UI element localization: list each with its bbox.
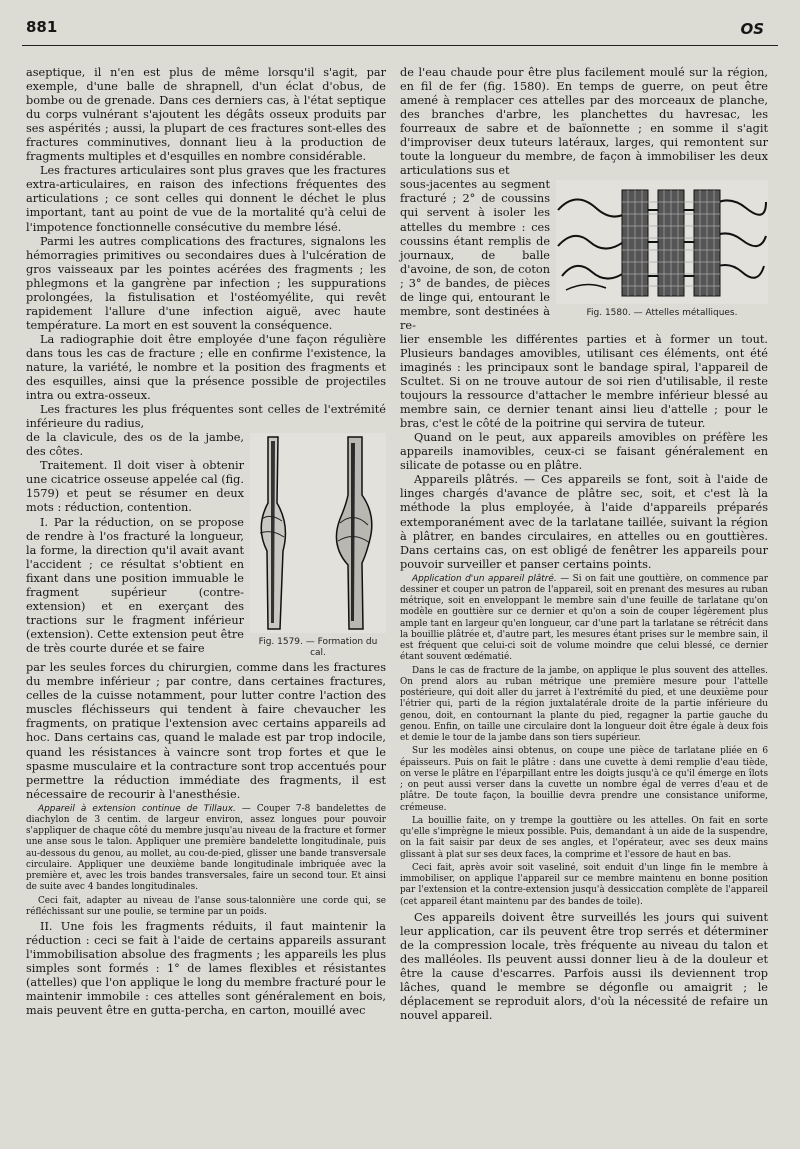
paragraph: La radiographie doit être employée d'une façon régulière dans tous les cas de fracture ; elle en confirme l'existence, la nature, la variété, le nombre et la position des fragments et des esquilles, ainsi que la présence possible de projectiles intra ou extra-osseux.	[26, 332, 386, 403]
small-text: — Couper 7-8 bandelettes de diachylon de 3 centim. de largeur environ, assez longues pour pouvoir s'appliquer de chaque côté du membre jusqu'au niveau de la fracture et former une anse sous le talon. Appliquer une première bandelette longitudinale, puis au-dessous du genou, au mollet, au cou-de-pied, glisser une bande transversale circulaire. Appliquer une deuxième bande longitudinale imbriquée avec la première et, avec les trois bandes transversales, faire un second tour. Et ainsi de suite avec 4 bandes longitudinales.	[26, 803, 386, 893]
figure-1579	[250, 433, 386, 659]
small-text: — Si on fait une gouttière, on commence par dessiner et couper un patron de l'appareil, soit en prenant des mesures au ruban métrique, soit en enveloppant le membre sain d'une feuille de tarlatane qu'on modèle en gouttière sur ce dernier et qu'on a soin de couper légèrement plus ample tant en largeur qu'en longueur, car d'une part la tarlatane se rétrécit dans la bouillie plâtrée et, d'autre part, les mesures étant prises sur le membre sain, il est fréquent que celui-ci soit de volume moindre que celui blessé, ce dernier étant souvent œdématié.	[400, 573, 768, 663]
metal-splints-illustration	[556, 180, 768, 304]
subheading: Appareil à extension continue de Tillaux.	[38, 803, 236, 814]
bone-callus-illustration	[250, 433, 386, 633]
paragraph: sous-jacentes au segment fracturé ; 2° de coussins qui servent à isoler les attelles du membre : ces coussins étant remplis de journaux, de balle d'avoine, de son, de coton ; 3° de bandes, de pièces de linge qui, entourant le membre, sont destinées à re-	[400, 178, 550, 332]
paragraph: Ces appareils doivent être surveillés les jours qui suivent leur application, car ils peuvent être trop serrés et déterminer de la compression locale, très fréquente au niveau du talon et des malléoles. Ils peuvent aussi donner lieu à de la douleur et être la cause d'escarres. Parfois aussi ils deviennent trop lâches, quand le membre se dégonfle ou amaigrit ; le déplacement se reproduit alors, d'où la nécessité de refaire un nouvel appareil.	[400, 910, 768, 1023]
right-column	[400, 66, 768, 1023]
paragraph: de la clavicule, des os de la jambe, des côtes.	[26, 431, 244, 459]
paragraph: Quand on le peut, aux appareils amovibles on préfère les appareils inamovibles, ceux-ci se faisant généralement en silicate de potasse ou en plâtre.	[400, 431, 768, 473]
paragraph: II. Une fois les fragments réduits, il faut maintenir la réduction : ceci se fait à l'aide de certains appareils assurant l'immobilisation absolue des fragments ; les appareils les plus simples sont formés : 1° de lames flexibles et résistantes (attelles) que l'on applique le long du membre fracturé pour le maintenir immobile : ces attelles sont généralement en bois, mais peuvent être en gutta-percha, en carton, mouillé avec	[26, 920, 386, 1018]
small-paragraph: Dans le cas de fracture de la jambe, on applique le plus souvent des attelles. On prend alors au ruban métrique une première mesure pour l'attelle postérieure, qui doit aller du jarret à l'extrémité du pied, et une deuxième pour l'étrier qui, parti de la région juxtalatérale droite de la partie inférieure du genou, doit, en contournant la plante du pied, regagner la partie gauche du genou. Enfin, on taille une circulaire dont la longueur doit être égale à deux fois et demie le tour de la jambe dans son tiers supérieur.	[400, 665, 768, 744]
page-number: 881	[26, 18, 58, 36]
page-header	[26, 18, 774, 42]
paragraph: Parmi les autres complications des fractures, signalons les hémorragies primitives ou secondaires dues à l'ulcération de gros vaisseaux par les pointes acérées des fragments ; les phlegmons et la gangrène par infection ; les suppurations prolongées, la fistulisation et l'ostéomyélite, qui revêt rapidement l'allure d'une infection aiguë, avec haute température. La mort en est souvent la conséquence.	[26, 234, 386, 332]
paragraph: Appareils plâtrés. — Ces appareils se font, soit à l'aide de linges chargés d'avance de plâtre sec, soit, et c'est là la méthode la plus employée, à l'aide d'appareils préparés extemporanément avec de la tarlatane taillée, suivant la région à plâtrer, en bandes circulaires, en attelles ou en gouttières. Dans certains cas, on est obligé de fenêtrer les appareils pour pouvoir surveiller et panser certains points.	[400, 473, 768, 571]
small-paragraph: La bouillie faite, on y trempe la gouttière ou les attelles. On fait en sorte qu'elle s'imprègne le mieux possible. Puis, demandant à un aide de la suspendre, on la fait saisir par deux de ses angles, et l'opérateur, avec ses deux mains glissant à plat sur ses deux faces, la comprime et l'essore de haut en bas.	[400, 815, 768, 860]
figure-caption: Fig. 1580. — Attelles métalliques.	[586, 308, 738, 319]
figure-1580	[556, 180, 768, 319]
paragraph: I. Par la réduction, on se propose de rendre à l'os fracturé la longueur, la forme, la direction qu'il avait avant l'accident ; ce résultat s'obtient en fixant dans une position immuable le fragment supérieur (contre-extension) et en exerçant des tractions sur le fragment inférieur (extension). Cette extension peut être de très courte durée et se faire	[26, 515, 244, 655]
paragraph: de l'eau chaude pour être plus facilement moulé sur la région, en fil de fer (fig. 1580). En temps de guerre, on peut être amené à remplacer ces attelles par des morceaux de planche, des branches d'arbre, les planchettes du havresac, les fourreaux de sabre et de baïonnette ; en somme il s'agit d'improviser deux tuteurs latéraux, larges, qui remontent sur toute la longueur du membre, de façon à immobiliser les deux articulations sus et	[400, 66, 768, 178]
paragraph: aseptique, il n'en est plus de même lorsqu'il s'agit, par exemple, d'une balle de shrapnell, d'un éclat d'obus, de bombe ou de grenade. Dans ces derniers cas, à l'état septique du corps vulnérant s'ajoutent les dégâts osseux produits par ses aspérités ; aussi, la plupart de ces fractures sont-elles des fractures comminutives, donnant lieu à la production de fragments multiples et d'esquilles en nombre considérable.	[26, 66, 386, 164]
paragraph: Les fractures les plus fréquentes sont celles de l'extrémité inférieure du radius,	[26, 403, 386, 431]
subheading: Application d'un appareil plâtré.	[412, 573, 557, 584]
running-title: OS	[740, 20, 764, 38]
paragraph: lier ensemble les différentes parties et à former un tout. Plusieurs bandages amovibles, utilisant ces éléments, ont été imaginés : les principaux sont le bandage spiral, l'appareil de Scultet. Si on ne trouve autour de soi rien d'utilisable, il reste toujours la ressource d'attacher le membre inférieur blessé au membre sain, ce dernier tenant ainsi lieu d'attelle ; pour le bras, c'est le côté de la poitrine qui servira de tuteur.	[400, 332, 768, 431]
header-rule	[22, 45, 778, 46]
small-paragraph: Sur les modèles ainsi obtenus, on coupe une pièce de tarlatane pliée en 6 épaisseurs. Puis on fait le plâtre : dans une cuvette à demi remplie d'eau tiède, on verse le plâtre en l'éparpillant entre les doigts jusqu'à ce qu'il émerge en îlots ; on peut aussi verser dans la cuvette un nombre égal de verres d'eau et de plâtre. De toute façon, la bouillie devra prendre une consistance uniforme, crémeuse.	[400, 746, 768, 813]
paragraph: par les seules forces du chirurgien, comme dans les fractures du membre inférieur ; par contre, dans certaines fractures, celles de la cuisse notamment, pour lutter contre l'action des muscles fléchisseurs qui tendent à faire chevaucher les fragments, on pratique l'extension avec certains appareils ad hoc. Dans certains cas, quand le malade est par trop indocile, quand les résistances à vaincre sont trop fortes et que le spasme musculaire et la contracture sont trop accentués pour permettre la réduction immédiate des fragments, il est nécessaire de recourir à l'anesthésie.	[26, 661, 386, 801]
small-paragraph	[26, 804, 386, 894]
figure-caption: Fig. 1579. — Formation du cal.	[258, 637, 378, 659]
small-paragraph: Ceci fait, adapter au niveau de l'anse sous-talonnière une corde qui, se réfléchissant sur une poulie, se termine par un poids.	[26, 895, 386, 917]
small-paragraph	[400, 574, 768, 664]
paragraph: Les fractures articulaires sont plus graves que les fractures extra-articulaires, en raison des infections fréquentes des articulations ; ce sont celles qui donnent le déchet le plus important, tant au point de vue de la mortalité qu'à celui de l'impotence fonctionnelle consécutive du membre lésé.	[26, 164, 386, 234]
left-column	[26, 66, 386, 1019]
paragraph: Traitement. Il doit viser à obtenir une cicatrice osseuse appelée cal (fig. 1579) et peut se résumer en deux mots : réduction, contention.	[26, 459, 244, 515]
small-paragraph: Ceci fait, après avoir soit vaseliné, soit enduit d'un linge fin le membre à immobiliser, on applique l'appareil sur ce membre maintenu en bonne position par l'extension et la contre-extension jusqu'à dessiccation complète de l'appareil (cet appareil étant maintenu par des bandes de toile).	[400, 862, 768, 907]
